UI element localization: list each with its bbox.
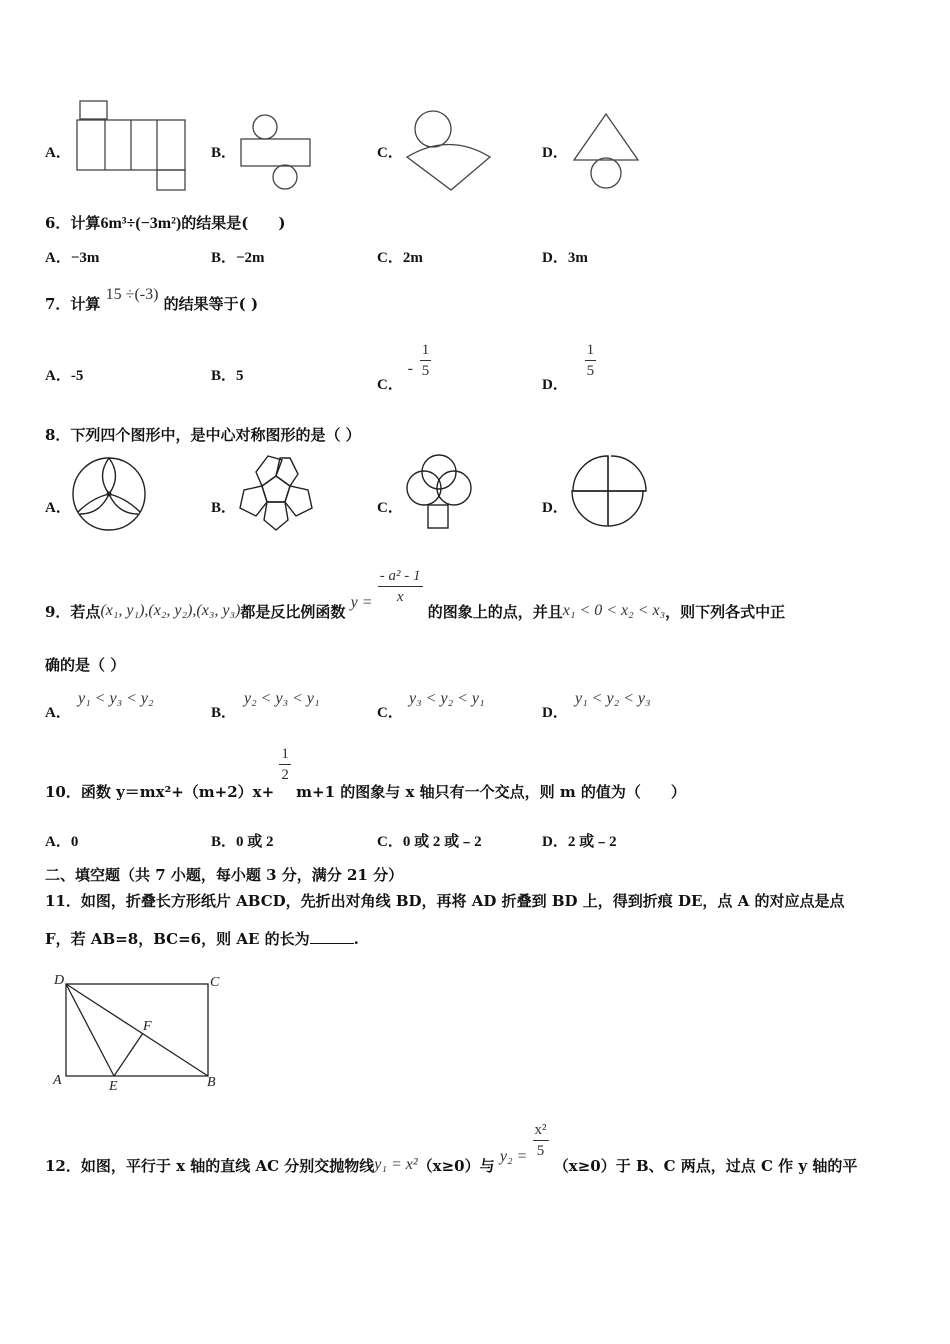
q5-option-b-label: B． (211, 145, 237, 161)
question-11-line1: 11．如图，折叠长方形纸片 ABCD，先折出对角线 BD，再将 AD 折叠到 BD 上，得到折痕 DE，点 A 的对应点是点 (45, 892, 845, 910)
q10-option-d: D．2 或﹣2 (542, 834, 617, 850)
label-a: A (53, 1073, 62, 1088)
q7-option-d: D． $\frac{1}{5}$ (542, 342, 595, 393)
question-7-stem: 7．计算 15 ÷(-3) 的结果等于( ) (45, 286, 259, 313)
q9-option-b: y₂ < y₃ < y₁ (244, 690, 320, 707)
q8-option-b-label: B． (211, 500, 237, 516)
q10-option-b: B．0 或 2 (211, 834, 274, 850)
q8-figure-b (236, 452, 316, 532)
question-6-stem: 6．计算6m³÷(−3m²)的结果是( ) (45, 214, 286, 232)
q9-function-fraction: $\frac{\text{- a² - 1}}{x}$ (379, 568, 421, 605)
label-f: F (143, 1019, 152, 1034)
q5-option-d-label: D． (542, 145, 568, 161)
q5-figure-d (570, 112, 642, 190)
question-9-stem-line2: 确的是（ ） (45, 656, 126, 674)
q5-option-c-label: C． (377, 145, 403, 161)
q11-figure-rectangle (50, 970, 230, 1098)
question-12-stem: 12．如图，平行于 x 轴的直线 AC 分别交抛物线y₁ = x²（x≥0）与 y₂ = $\frac{\text{x²}}{5}$ （x≥0）于 B、C 两点，过点 C 作 y 轴的平 (45, 1122, 858, 1175)
q7-option-c: C． - $\frac{1}{5}$ (377, 342, 430, 393)
question-8-stem: 8．下列四个图形中，是中心对称图形的是（ ） (45, 426, 361, 444)
label-e: E (109, 1079, 118, 1094)
question-10-stem: 10．函数 y＝mx²+（m+2）x+ $\frac{1}{2}$ m+1 的图象与 x 轴只有一个交点，则 m 的值为（ ） (45, 746, 686, 801)
q7-option-a: A．-5 (45, 368, 84, 384)
q10-option-c: C．0 或 2 或﹣2 (377, 834, 482, 850)
q9-condition: x₁ < 0 < x₂ < x₃ (562, 601, 666, 619)
q8-option-c-label: C． (377, 500, 403, 516)
question-9-stem: 9．若点(x₁, y₁),(x₂, y₂),(x₃, y₃)都是反比例函数 y = $\frac{\text{- a² - 1}}{x}$ 的图象上的点，并且x₁ < 0 < x₂ < x₃，则下列各式中正 (45, 568, 786, 621)
q9-option-d: y₁ < y₂ < y₃ (575, 690, 651, 707)
q10-option-a: A．0 (45, 834, 79, 850)
q8-option-d-label: D． (542, 500, 568, 516)
q8-figure-a (70, 456, 150, 536)
q9-option-b-label: B． (211, 705, 237, 721)
q5-figure-c (404, 110, 494, 194)
q9-option-a-label: A． (45, 705, 71, 721)
q5-figure-a (76, 100, 188, 192)
q7-expression: 15 ÷(-3) (105, 286, 159, 303)
section-2-heading: 二、填空题（共 7 小题，每小题 3 分，满分 21 分） (45, 866, 404, 884)
q6-option-c: C．2m (377, 250, 423, 266)
q6-option-b: B．−2m (211, 250, 265, 266)
question-11-line2: F，若 AB=8，BC=6，则 AE 的长为 . (45, 930, 359, 948)
q9-option-c-label: C． (377, 705, 403, 721)
q7-option-b: B．5 (211, 368, 244, 384)
q8-option-a-label: A． (45, 500, 71, 516)
q8-figure-d (570, 454, 650, 530)
label-d: D (54, 973, 65, 988)
q9-option-c: y₃ < y₂ < y₁ (409, 690, 485, 707)
label-b: B (207, 1075, 216, 1090)
q5-figure-b (238, 114, 313, 192)
answer-blank[interactable] (310, 929, 354, 944)
q6-option-a: A．−3m (45, 250, 100, 266)
q9-option-a: y₁ < y₃ < y₂ (78, 690, 154, 707)
q12-parabola-y2-fraction: $\frac{\text{x²}}{5}$ (534, 1122, 547, 1159)
label-c: C (210, 975, 220, 990)
q5-option-a-label: A． (45, 145, 71, 161)
q8-figure-c (402, 452, 478, 532)
q9-option-d-label: D． (542, 705, 568, 721)
q12-parabola-y1: y₁ = x² (374, 1155, 418, 1173)
q9-points: (x₁, y₁),(x₂, y₂),(x₃, y₃) (100, 601, 241, 619)
q6-option-d: D．3m (542, 250, 588, 266)
